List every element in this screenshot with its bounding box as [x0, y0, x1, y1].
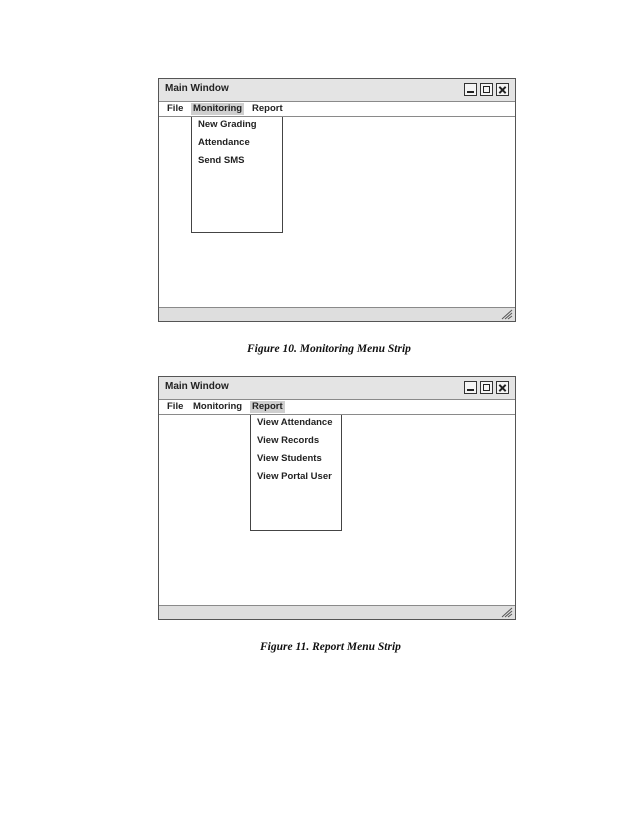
menu-item-send-sms[interactable]: Send SMS: [198, 155, 245, 166]
status-bar: [159, 605, 515, 619]
menu-item-view-portal-user[interactable]: View Portal User: [257, 471, 332, 482]
menu-item-new-grading[interactable]: New Grading: [198, 119, 257, 130]
status-bar: [159, 307, 515, 321]
menu-bar: [159, 400, 515, 415]
resize-grip-icon[interactable]: [501, 309, 513, 320]
minimize-icon[interactable]: [464, 381, 477, 394]
menu-monitoring[interactable]: Monitoring: [193, 401, 243, 412]
menu-item-attendance[interactable]: Attendance: [198, 137, 250, 148]
report-dropdown: [250, 415, 342, 531]
title-bar: [159, 79, 515, 102]
monitoring-dropdown: [191, 117, 283, 233]
menu-monitoring[interactable]: Monitoring: [193, 103, 243, 114]
window-title: Main Window: [165, 83, 229, 94]
window-title: Main Window: [165, 381, 229, 392]
close-icon[interactable]: [496, 381, 509, 394]
figure-caption: Figure 11. Report Menu Strip: [260, 641, 401, 653]
close-icon[interactable]: [496, 83, 509, 96]
menu-item-view-attendance[interactable]: View Attendance: [257, 417, 333, 428]
menu-bar: [159, 102, 515, 117]
title-bar: [159, 377, 515, 400]
minimize-icon[interactable]: [464, 83, 477, 96]
menu-file[interactable]: File: [167, 103, 184, 114]
main-window-figure-11: [158, 376, 516, 620]
menu-item-view-records[interactable]: View Records: [257, 435, 320, 446]
menu-item-view-students[interactable]: View Students: [257, 453, 322, 464]
maximize-icon[interactable]: [480, 381, 493, 394]
resize-grip-icon[interactable]: [501, 607, 513, 618]
menu-file[interactable]: File: [167, 401, 184, 412]
maximize-icon[interactable]: [480, 83, 493, 96]
figure-caption: Figure 10. Monitoring Menu Strip: [247, 343, 411, 355]
main-window-figure-10: [158, 78, 516, 322]
menu-report[interactable]: Report: [252, 103, 283, 114]
menu-report[interactable]: Report: [252, 401, 283, 412]
